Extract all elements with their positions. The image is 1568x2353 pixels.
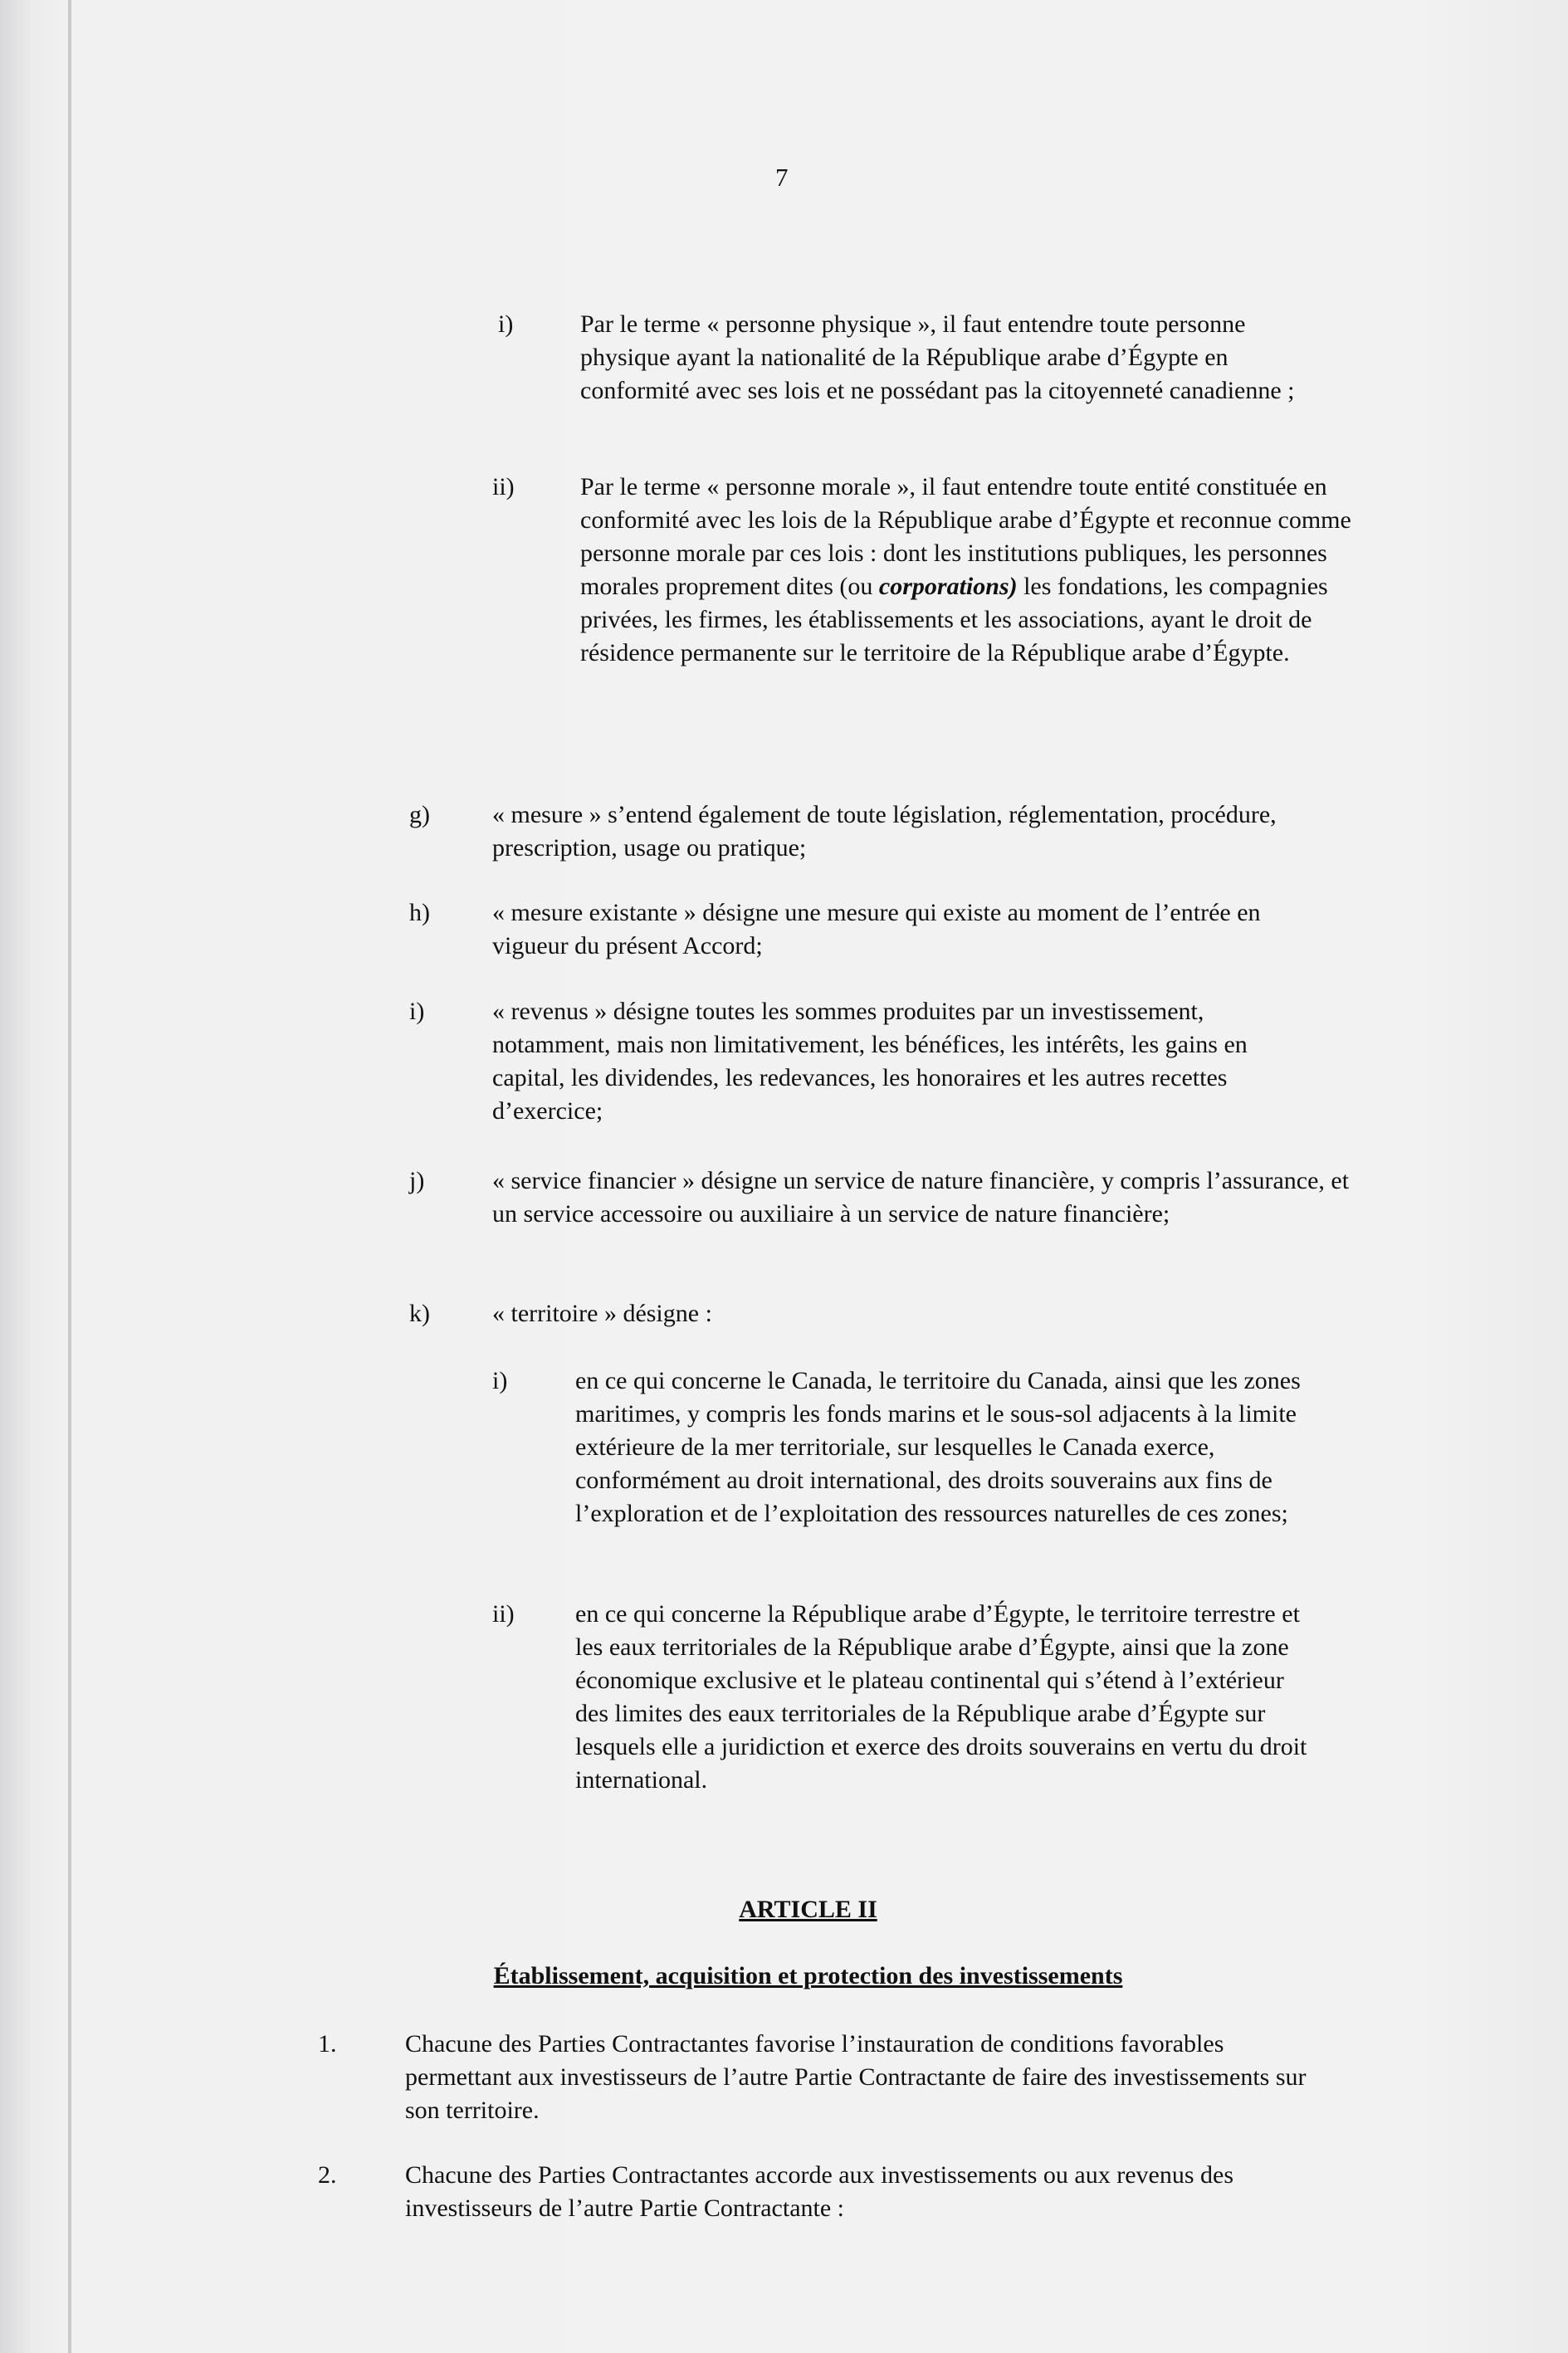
definition-text: « mesure » s’entend également de toute législation, réglementation, procédure, prescription, usage ou pratique;: [492, 801, 1277, 862]
definition-text: Par le terme « personne physique », il faut entendre toute personne physique ayant la nationalité de la République arabe d’Égypte en conformité avec ses lois et ne possédant pas la citoyenneté canadienne ;: [580, 310, 1295, 404]
paragraph-number: 2.: [318, 2161, 337, 2189]
definition-text: [580, 471, 1360, 670]
territory-label: i): [492, 1367, 508, 1394]
definition-text: « mesure existante » désigne une mesure qui existe au moment de l’entrée en vigueur du présent Accord;: [492, 899, 1261, 959]
territory-label: ii): [492, 1600, 515, 1628]
definition-label: ii): [492, 473, 515, 500]
definition-text: « revenus » désigne toutes les sommes produites par un investissement, notamment, mais non limitativement, les bénéfices, les intérêts, les gains en capital, les dividendes, les redevances, les honoraires et les autres recettes d’exercice;: [492, 998, 1248, 1125]
paragraph-number: 1.: [318, 2030, 337, 2058]
definition-label: g): [409, 801, 430, 828]
definition-italic-term: corporations): [878, 573, 1018, 600]
article-title: ARTICLE II: [739, 1896, 877, 1923]
page-number: 7: [775, 163, 789, 192]
page-edge-shadow: [68, 0, 71, 2353]
definition-label: h): [409, 899, 430, 926]
definition-text: « service financier » désigne un service de nature financière, y compris l’assurance, et un service accessoire ou auxiliaire à un service de nature financière;: [492, 1167, 1350, 1228]
definition-label: i): [409, 998, 425, 1025]
paragraph-text: Chacune des Parties Contractantes accorde aux investissements ou aux revenus des investisseurs de l’autre Partie Contractante :: [405, 2161, 1234, 2222]
definition-label: k): [409, 1300, 430, 1327]
definition-label: j): [409, 1167, 425, 1194]
definition-label: i): [498, 310, 514, 338]
definition-text: « territoire » désigne :: [492, 1300, 712, 1327]
article-subtitle: Établissement, acquisition et protection des investissements: [493, 1962, 1123, 1989]
paragraph-text: Chacune des Parties Contractantes favorise l’instauration de conditions favorables permettant aux investisseurs de l’autre Partie Contractante de faire des investissements sur son territoire.: [405, 2030, 1307, 2124]
territory-text: en ce qui concerne le Canada, le territoire du Canada, ainsi que les zones maritimes, y compris les fonds marins et le sous-sol adjacents à la limite extérieure de la mer territoriale, sur lesquelles le Canada exerce, conformément au droit international, des droits souverains aux fins de l’exploration et de l’exploitation des ressources naturelles de ces zones;: [575, 1367, 1301, 1527]
definition-text-part: Par le terme « personne morale », il faut entendre toute entité constituée en conformité avec les lois de la République arabe d’Égypte et reconnue comme personne morale par ces lois : dont les institutions publiques, les personnes morales proprement dites (ou: [580, 473, 1351, 600]
definition-text-part: les fondations, les compagnies privées, les firmes, les établissements et les associations, ayant le droit de résidence permanente sur le territoire de la République arabe d’Égypte.: [580, 573, 1328, 666]
territory-text: en ce qui concerne la République arabe d’Égypte, le territoire terrestre et les eaux territoriales de la République arabe d’Égypte, ainsi que la zone économique exclusive et le plateau continental qui s’étend à l’extérieur des limites des eaux territoriales de la République arabe d’Égypte sur lesquels elle a juridiction et exerce des droits souverains en vertu du droit international.: [575, 1600, 1307, 1794]
